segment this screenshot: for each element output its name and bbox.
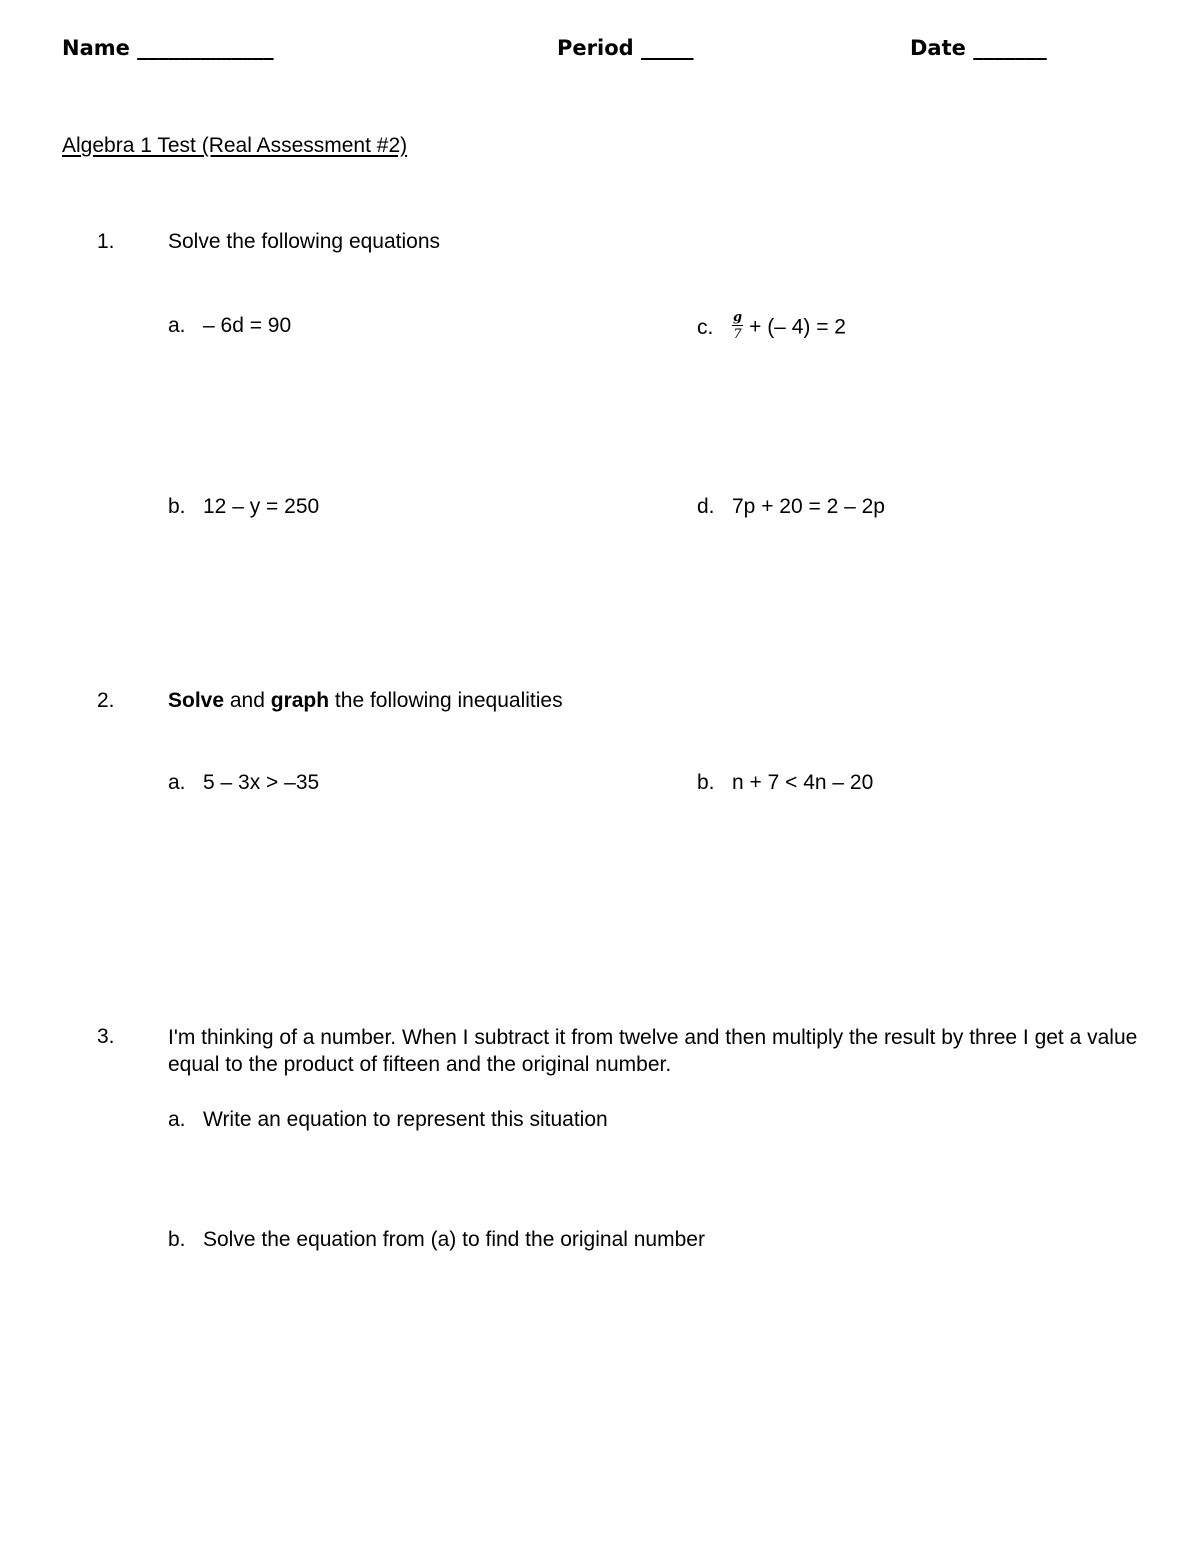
question-3b-label: b. — [168, 1228, 186, 1251]
fraction-numerator: g — [733, 310, 743, 325]
question-3a-text: Write an equation to represent this situation — [203, 1108, 608, 1131]
question-2-and: and — [224, 689, 271, 712]
question-2b-label: b. — [697, 771, 715, 794]
question-1a-label: a. — [168, 314, 186, 337]
question-2-text — [168, 688, 563, 713]
question-3b — [168, 1227, 705, 1252]
fraction-denominator: 7 — [733, 327, 742, 342]
question-2-rest: the following inequalities — [329, 689, 563, 712]
question-1d-label: d. — [697, 495, 715, 518]
name-field-label: Name _____________ — [62, 36, 274, 60]
question-2a — [168, 770, 319, 795]
test-title: Algebra 1 Test (Real Assessment #2) — [62, 134, 408, 157]
question-1b-equation: 12 – y = 250 — [203, 495, 320, 518]
question-1b — [168, 494, 319, 519]
question-2a-label: a. — [168, 771, 186, 794]
question-2-number: 2. — [97, 689, 115, 712]
question-1d — [697, 494, 885, 519]
question-2b-inequality: n + 7 < 4n – 20 — [732, 771, 874, 794]
question-3a — [168, 1107, 608, 1132]
question-1a — [168, 313, 291, 338]
question-1c-label: c. — [697, 315, 714, 339]
question-3-text: I'm thinking of a number. When I subtract it from twelve and then multiply the result by three I get a value equal to the product of fifteen and the original number. — [168, 1026, 1138, 1076]
question-1a-equation: – 6d = 90 — [203, 314, 292, 337]
question-1-number: 1. — [97, 230, 115, 253]
fraction-g-over-7 — [732, 311, 743, 341]
question-3a-label: a. — [168, 1108, 186, 1131]
question-3-number: 3. — [97, 1025, 115, 1048]
question-2-bold-graph: graph — [270, 689, 330, 712]
question-1-text: Solve the following equations — [168, 230, 441, 253]
question-2-bold-solve: Solve — [168, 689, 225, 712]
question-1c-equation: + (– 4) = 2 — [749, 315, 846, 339]
question-1c — [697, 310, 846, 343]
date-field-label: Date _______ — [910, 36, 1047, 60]
question-2a-inequality: 5 – 3x > –35 — [203, 771, 320, 794]
question-1b-label: b. — [168, 495, 186, 518]
period-field-label: Period _____ — [557, 36, 694, 60]
question-1d-equation: 7p + 20 = 2 – 2p — [732, 495, 885, 518]
question-3b-text: Solve the equation from (a) to find the original number — [203, 1228, 705, 1251]
question-2b — [697, 770, 873, 795]
